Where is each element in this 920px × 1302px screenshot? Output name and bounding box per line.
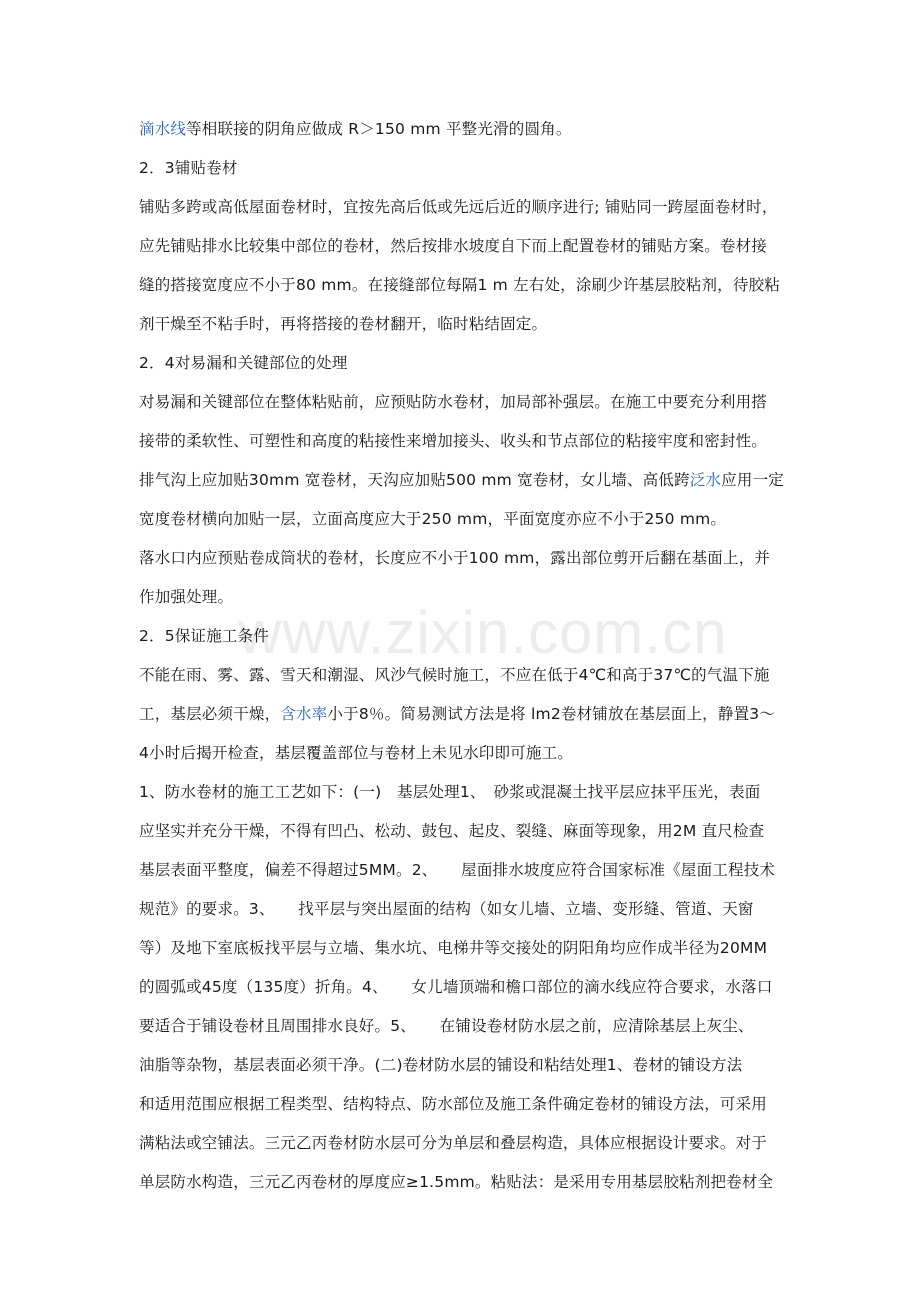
link-moisture-content[interactable]: 含水率 — [280, 705, 328, 723]
section-heading: 2．3铺贴卷材 — [139, 159, 238, 177]
paragraph-line: 不能在雨、雾、露、雪天和潮湿、风沙气候时施工，不应在低于4℃和高于37℃的气温下施 — [139, 666, 770, 684]
paragraph-line: 对易漏和关键部位在整体粘贴前，应预贴防水卷材，加局部补强层。在施工中要充分利用搭 — [139, 393, 768, 411]
link-flashing[interactable]: 泛水 — [689, 471, 722, 489]
paragraph-line: 排气沟上应加贴30mm 宽卷材，天沟应加贴500 mm 宽卷材，女儿墙、高低跨泛水应用一定 — [139, 471, 785, 489]
paragraph-line: 单层防水构造，三元乙丙卷材的厚度应≥1.5mm。粘贴法：是采用专用基层胶粘剂把卷材全 — [139, 1173, 774, 1191]
paragraph-line: 油脂等杂物，基层表面必须干净。(二)卷材防水层的铺设和粘结处理1、卷材的铺设方法 — [139, 1056, 743, 1074]
paragraph-line: 剂干燥至不粘手时，再将搭接的卷材翻开，临时粘结固定。 — [139, 315, 548, 333]
paragraph-line: 满粘法或空铺法。三元乙丙卷材防水层可分为单层和叠层构造，具体应根据设计要求。对于 — [139, 1134, 768, 1152]
paragraph-line: 的圆弧或45度（135度）折角。4、 女儿墙顶端和檐口部位的滴水线应符合要求，水落口 — [139, 978, 773, 996]
paragraph-line: 等）及地下室底板找平层与立墙、集水坑、电梯井等交接处的阴阳角均应作成半径为20MM — [139, 939, 768, 957]
paragraph-line: 落水口内应预贴卷成筒状的卷材，长度应不小于100 mm，露出部位剪开后翻在基面上，并 — [139, 549, 771, 567]
paragraph-line: 要适合于铺设卷材且周围排水良好。5、 在铺设卷材防水层之前，应清除基层上灰尘、 — [139, 1017, 754, 1035]
paragraph-line: 1、防水卷材的施工工艺如下：(一) 基层处理1、 砂浆或混凝土找平层应抹平压光，表面 — [139, 783, 761, 801]
watermark: www.zixin.com.cn — [238, 599, 728, 666]
paragraph-line: 铺贴多跨或高低屋面卷材时，宜按先高后低或先远后近的顺序进行; 铺贴同一跨屋面卷材时， — [139, 198, 778, 216]
paragraph-line: 宽度卷材横向加贴一层，立面高度应大于250 mm，平面宽度亦应不小于250 mm。 — [139, 510, 727, 528]
section-heading: 2．4对易漏和关键部位的处理 — [139, 354, 348, 372]
paragraph-line: 和适用范围应根据工程类型、结构特点、防水部位及施工条件确定卷材的铺设方法，可采用 — [139, 1095, 768, 1113]
paragraph-line: 4小时后揭开检查，基层覆盖部位与卷材上未见水印即可施工。 — [139, 744, 573, 762]
paragraph-line: 缝的搭接宽度应不小于80 mm。在接缝部位每隔1 m 左右处，涂刷少许基层胶粘剂，待胶粘 — [139, 276, 780, 294]
link-drip-line[interactable]: 滴水线 — [139, 120, 187, 138]
paragraph-line: 应坚实并充分干燥，不得有凹凸、松动、鼓包、起皮、裂缝、麻面等现象，用2M 直尺检查 — [139, 822, 765, 840]
paragraph-line: 基层表面平整度，偏差不得超过5MM。2、 屋面排水坡度应符合国家标准《屋面工程技术 — [139, 861, 776, 879]
paragraph-line: 接带的柔软性、可塑性和高度的粘接性来增加接头、收头和节点部位的粘接牢度和密封性。 — [139, 432, 768, 450]
section-heading: 2．5保证施工条件 — [139, 627, 270, 645]
paragraph-line: 滴水线等相联接的阴角应做成 R＞150 mm 平整光滑的圆角。 — [139, 120, 572, 138]
paragraph-line: 应先铺贴排水比较集中部位的卷材，然后按排水坡度自下而上配置卷材的铺贴方案。卷材接 — [139, 237, 768, 255]
paragraph-line: 工，基层必须干燥，含水率小于8％。简易测试方法是将 lm2卷材铺放在基层面上，静置3～ — [139, 705, 776, 723]
paragraph-line: 规范》的要求。3、 找平层与突出屋面的结构（如女儿墙、立墙、变形缝、管道、天窗 — [139, 900, 754, 918]
paragraph-line: 作加强处理。 — [139, 588, 234, 606]
